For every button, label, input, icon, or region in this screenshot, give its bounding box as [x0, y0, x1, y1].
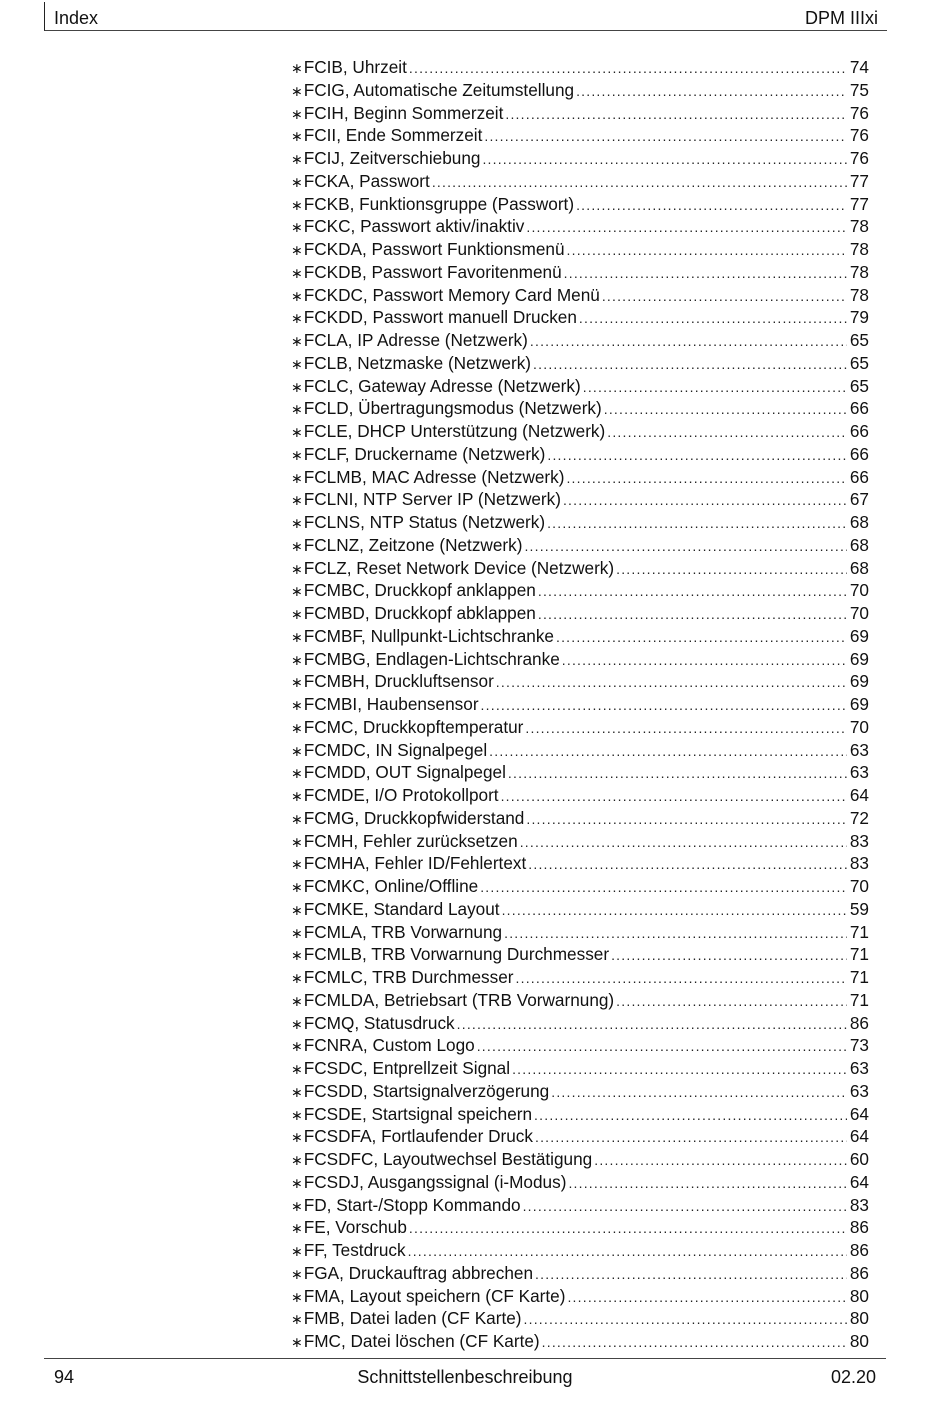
- dot-leader: [576, 194, 847, 217]
- entry-marker: ∗: [291, 446, 303, 463]
- dot-leader: [504, 922, 847, 945]
- entry-page-number: 76: [849, 102, 869, 123]
- index-entry: [291, 1103, 869, 1126]
- index-entry: [291, 1285, 869, 1308]
- entry-label: FCII, Ende Sommerzeit: [303, 125, 483, 146]
- index-entry: [291, 1080, 869, 1103]
- index-entry: [291, 1057, 869, 1080]
- entry-marker: ∗: [291, 1106, 303, 1123]
- entry-marker: ∗: [291, 628, 303, 645]
- index-entry: [291, 375, 869, 398]
- index-list: [291, 56, 869, 1353]
- entry-page-number: 74: [849, 57, 869, 77]
- dot-leader: [501, 785, 847, 808]
- entry-page-number: 65: [849, 352, 869, 373]
- entry-marker: ∗: [291, 401, 303, 418]
- dot-leader: [512, 1058, 847, 1081]
- index-entry: [291, 852, 869, 875]
- index-entry: [291, 193, 869, 216]
- dot-leader: [594, 1149, 847, 1172]
- entry-marker: ∗: [291, 833, 303, 850]
- dot-leader: [524, 1308, 847, 1331]
- entry-label: FGA, Druckauftrag abbrechen: [303, 1262, 534, 1283]
- entry-marker: ∗: [291, 970, 303, 986]
- index-entry: [291, 1171, 869, 1194]
- entry-label: FCSDE, Startsignal speichern: [303, 1103, 533, 1124]
- entry-page-number: 70: [849, 603, 869, 623]
- entry-marker: ∗: [291, 1152, 303, 1168]
- entry-page-number: 78: [849, 284, 869, 305]
- entry-page-number: 68: [849, 557, 869, 578]
- entry-marker: ∗: [291, 1129, 303, 1146]
- dot-leader: [526, 808, 847, 831]
- entry-page-number: 83: [849, 853, 869, 874]
- dot-leader: [607, 421, 847, 444]
- footer-date: 02.20: [830, 1367, 876, 1387]
- dot-leader: [583, 376, 847, 399]
- entry-label: FCKDA, Passwort Funktionsmenü: [303, 239, 565, 259]
- entry-marker: ∗: [291, 1265, 303, 1282]
- entry-marker: ∗: [291, 1083, 303, 1100]
- entry-label: FCSDJ, Ausgangssignal (i-Modus): [303, 1171, 567, 1192]
- index-entry: [291, 1012, 869, 1035]
- entry-label: FCMLA, TRB Vorwarnung: [303, 921, 503, 942]
- entry-page-number: 67: [849, 489, 869, 510]
- entry-label: FCLNI, NTP Server IP (Netzwerk): [303, 489, 561, 510]
- index-entry: [291, 670, 869, 693]
- entry-page-number: 78: [849, 216, 869, 237]
- entry-page-number: 78: [849, 261, 869, 282]
- entry-label: FCLD, Übertragungsmodus (Netzwerk): [303, 398, 602, 419]
- entry-page-number: 76: [849, 148, 869, 168]
- dot-leader: [477, 1035, 847, 1058]
- index-entry: [291, 875, 869, 898]
- entry-label: FCMDC, IN Signalpegel: [303, 739, 488, 760]
- index-entry: [291, 1194, 869, 1217]
- entry-page-number: 66: [849, 466, 869, 487]
- entry-label: FCLE, DHCP Unterstützung (Netzwerk): [303, 421, 606, 441]
- entry-label: FCIB, Uhrzeit: [303, 57, 407, 77]
- index-entry: [291, 648, 869, 671]
- entry-marker: ∗: [291, 333, 303, 349]
- entry-page-number: 86: [849, 1012, 869, 1033]
- entry-label: FCSDD, Startsignalverzögerung: [303, 1080, 550, 1101]
- entry-marker: ∗: [291, 901, 303, 918]
- entry-marker: ∗: [291, 697, 303, 713]
- entry-page-number: 69: [849, 694, 869, 714]
- entry-label: FCLZ, Reset Network Device (Netzwerk): [303, 557, 615, 578]
- entry-page-number: 71: [849, 944, 869, 965]
- entry-page-number: 59: [849, 898, 869, 919]
- entry-marker: ∗: [291, 242, 303, 258]
- entry-marker: ∗: [291, 196, 303, 213]
- entry-label: FCMBC, Druckkopf anklappen: [303, 580, 536, 601]
- entry-page-number: 86: [849, 1217, 869, 1238]
- entry-label: FCMDE, I/O Protokollport: [303, 785, 499, 805]
- entry-page-number: 72: [849, 807, 869, 828]
- entry-marker: ∗: [291, 810, 303, 827]
- entry-marker: ∗: [291, 537, 303, 554]
- entry-marker: ∗: [291, 924, 303, 941]
- entry-page-number: 80: [849, 1308, 869, 1329]
- entry-page-number: 77: [849, 170, 869, 191]
- dot-leader: [525, 717, 846, 740]
- entry-label: FCIG, Automatische Zeitumstellung: [303, 79, 575, 100]
- index-entry: [291, 1125, 869, 1148]
- entry-marker: ∗: [291, 469, 303, 486]
- dot-leader: [528, 853, 847, 876]
- entry-page-number: 60: [849, 1149, 869, 1169]
- entry-label: FF, Testdruck: [303, 1240, 406, 1260]
- entry-marker: ∗: [291, 173, 303, 190]
- index-entry: [291, 716, 869, 739]
- entry-label: FMB, Datei laden (CF Karte): [303, 1308, 522, 1329]
- dot-leader: [533, 353, 847, 376]
- entry-label: FCMBF, Nullpunkt-Lichtschranke: [303, 625, 554, 646]
- entry-label: FCMH, Fehler zurücksetzen: [303, 830, 518, 851]
- dot-leader: [568, 1172, 846, 1195]
- entry-page-number: 71: [849, 921, 869, 942]
- entry-label: FCKC, Passwort aktiv/inaktiv: [303, 216, 525, 237]
- entry-label: FD, Start-/Stopp Kommando: [303, 1194, 521, 1215]
- dot-leader: [564, 262, 847, 285]
- entry-page-number: 66: [849, 421, 869, 441]
- entry-label: FCMKC, Online/Offline: [303, 876, 479, 896]
- entry-page-number: 66: [849, 398, 869, 419]
- entry-marker: ∗: [291, 947, 303, 964]
- entry-label: FCKB, Funktionsgruppe (Passwort): [303, 193, 575, 214]
- entry-page-number: 66: [849, 443, 869, 464]
- dot-leader: [432, 171, 847, 194]
- entry-label: FCSDC, Entprellzeit Signal: [303, 1058, 511, 1078]
- dot-leader: [566, 467, 846, 490]
- entry-marker: ∗: [291, 742, 303, 759]
- entry-marker: ∗: [291, 378, 303, 395]
- dot-leader: [505, 103, 847, 126]
- index-entry: [291, 79, 869, 102]
- entry-label: FCKDD, Passwort manuell Drucken: [303, 307, 577, 328]
- index-entry: [291, 1034, 869, 1057]
- index-entry: [291, 1330, 869, 1353]
- entry-marker: ∗: [291, 492, 303, 509]
- dot-leader: [611, 944, 847, 967]
- entry-label: FCSDFC, Layoutwechsel Bestätigung: [303, 1149, 593, 1169]
- index-entry: [291, 943, 869, 966]
- entry-marker: ∗: [291, 674, 303, 691]
- index-entry: [291, 329, 869, 352]
- dot-leader: [567, 239, 847, 262]
- index-entry: [291, 557, 869, 580]
- index-entry: [291, 579, 869, 602]
- entry-page-number: 80: [849, 1331, 869, 1351]
- index-entry: [291, 1148, 869, 1171]
- dot-leader: [534, 1104, 847, 1127]
- entry-marker: ∗: [291, 1061, 303, 1077]
- entry-page-number: 65: [849, 330, 869, 350]
- entry-marker: ∗: [291, 1174, 303, 1191]
- index-entry: [291, 420, 869, 443]
- entry-label: FCKDC, Passwort Memory Card Menü: [303, 284, 600, 305]
- entry-marker: ∗: [291, 765, 303, 782]
- entry-label: FCNRA, Custom Logo: [303, 1035, 475, 1056]
- entry-marker: ∗: [291, 719, 303, 736]
- entry-page-number: 64: [849, 1126, 869, 1147]
- entry-page-number: 73: [849, 1035, 869, 1056]
- entry-marker: ∗: [291, 60, 303, 76]
- entry-page-number: 64: [849, 785, 869, 805]
- entry-label: FCLB, Netzmaske (Netzwerk): [303, 352, 532, 373]
- entry-label: FCMQ, Statusdruck: [303, 1012, 455, 1033]
- dot-leader: [535, 1126, 847, 1149]
- index-entry: [291, 989, 869, 1012]
- index-entry: [291, 625, 869, 648]
- dot-leader: [579, 307, 847, 330]
- entry-page-number: 71: [849, 967, 869, 987]
- dot-leader: [567, 1286, 846, 1309]
- entry-marker: ∗: [291, 355, 303, 372]
- entry-marker: ∗: [291, 82, 303, 99]
- dot-leader: [551, 1081, 847, 1104]
- dot-leader: [408, 1240, 847, 1263]
- dot-leader: [576, 80, 847, 103]
- dot-leader: [524, 535, 846, 558]
- entry-marker: ∗: [291, 128, 303, 145]
- entry-marker: ∗: [291, 287, 303, 304]
- entry-label: FCMBG, Endlagen-Lichtschranke: [303, 648, 560, 669]
- dot-leader: [616, 558, 847, 581]
- index-entry: [291, 739, 869, 762]
- header-product: DPM IIIxi: [804, 8, 878, 28]
- entry-marker: ∗: [291, 879, 303, 895]
- index-entry: [291, 534, 869, 557]
- entry-page-number: 71: [849, 989, 869, 1010]
- entry-label: FCKA, Passwort: [303, 170, 430, 191]
- entry-page-number: 86: [849, 1240, 869, 1260]
- entry-page-number: 68: [849, 512, 869, 532]
- header-section: Index: [54, 8, 99, 28]
- entry-marker: ∗: [291, 1288, 303, 1305]
- entry-label: FMA, Layout speichern (CF Karte): [303, 1285, 566, 1306]
- entry-label: FCLMB, MAC Adresse (Netzwerk): [303, 466, 565, 487]
- dot-leader: [563, 489, 847, 512]
- index-entry: [291, 443, 869, 466]
- entry-label: FCMDD, OUT Signalpegel: [303, 762, 506, 783]
- dot-leader: [538, 580, 847, 603]
- entry-marker: ∗: [291, 583, 303, 600]
- dot-leader: [526, 216, 847, 239]
- entry-marker: ∗: [291, 1197, 303, 1214]
- entry-label: FCKDB, Passwort Favoritenmenü: [303, 261, 562, 282]
- entry-marker: ∗: [291, 560, 303, 577]
- entry-page-number: 69: [849, 625, 869, 646]
- entry-label: FCMBI, Haubensensor: [303, 694, 479, 714]
- entry-label: FMC, Datei löschen (CF Karte): [303, 1331, 540, 1351]
- dot-leader: [480, 876, 847, 899]
- entry-label: FCMG, Druckkopfwiderstand: [303, 807, 525, 828]
- index-entry: [291, 966, 869, 989]
- entry-marker: ∗: [291, 105, 303, 122]
- index-entry: [291, 1262, 869, 1285]
- index-entry: [291, 261, 869, 284]
- entry-page-number: 68: [849, 534, 869, 555]
- index-entry: [291, 147, 869, 170]
- dot-leader: [520, 831, 847, 854]
- entry-page-number: 63: [849, 1080, 869, 1101]
- entry-label: FCMBH, Druckluftsensor: [303, 671, 494, 692]
- entry-label: FCIJ, Zeitverschiebung: [303, 148, 481, 168]
- entry-label: FCMHA, Fehler ID/Fehlertext: [303, 853, 527, 874]
- dot-leader: [409, 57, 847, 80]
- dot-leader: [482, 148, 846, 171]
- entry-page-number: 64: [849, 1103, 869, 1124]
- index-entry: [291, 238, 869, 261]
- entry-label: FCMBD, Druckkopf abklappen: [303, 603, 536, 623]
- entry-marker: ∗: [291, 651, 303, 668]
- entry-label: FCMLC, TRB Durchmesser: [303, 967, 514, 987]
- index-entry: [291, 693, 869, 716]
- index-entry: [291, 170, 869, 193]
- dot-leader: [496, 671, 847, 694]
- entry-marker: ∗: [291, 1038, 303, 1055]
- entry-label: FCMLB, TRB Vorwarnung Durchmesser: [303, 944, 610, 965]
- entry-page-number: 83: [849, 1194, 869, 1215]
- index-entry: [291, 466, 869, 489]
- index-entry: [291, 56, 869, 79]
- entry-marker: ∗: [291, 1243, 303, 1259]
- entry-marker: ∗: [291, 310, 303, 327]
- dot-leader: [516, 967, 847, 990]
- dot-leader: [547, 512, 847, 535]
- entry-page-number: 79: [849, 307, 869, 328]
- entry-page-number: 80: [849, 1285, 869, 1306]
- entry-marker: ∗: [291, 1334, 303, 1350]
- entry-page-number: 77: [849, 193, 869, 214]
- entry-label: FCSDFA, Fortlaufender Druck: [303, 1126, 533, 1147]
- footer-page-number: 94: [54, 1367, 75, 1387]
- entry-label: FCLC, Gateway Adresse (Netzwerk): [303, 375, 581, 396]
- index-entry: [291, 352, 869, 375]
- index-entry: [291, 1307, 869, 1330]
- index-entry: [291, 511, 869, 534]
- entry-page-number: 69: [849, 648, 869, 669]
- dot-leader: [484, 125, 847, 148]
- page-footer: [44, 1358, 886, 1395]
- entry-page-number: 78: [849, 239, 869, 259]
- index-entry: [291, 306, 869, 329]
- footer-title: Schnittstellenbeschreibung: [357, 1367, 573, 1387]
- dot-leader: [538, 603, 847, 626]
- index-entry: [291, 1216, 869, 1239]
- entry-page-number: 70: [849, 876, 869, 896]
- index-entry: [291, 397, 869, 420]
- dot-leader: [508, 762, 847, 785]
- index-entry: [291, 898, 869, 921]
- entry-marker: ∗: [291, 424, 303, 440]
- entry-page-number: 63: [849, 739, 869, 760]
- entry-marker: ∗: [291, 1220, 303, 1237]
- index-entry: [291, 602, 869, 625]
- index-entry: [291, 830, 869, 853]
- entry-label: FCIH, Beginn Sommerzeit: [303, 102, 504, 123]
- entry-page-number: 63: [849, 1058, 869, 1078]
- dot-leader: [562, 649, 847, 672]
- entry-page-number: 86: [849, 1262, 869, 1283]
- dot-leader: [523, 1195, 847, 1218]
- entry-marker: ∗: [291, 992, 303, 1009]
- dot-leader: [547, 444, 847, 467]
- index-entry: [291, 921, 869, 944]
- dot-leader: [542, 1331, 847, 1354]
- dot-leader: [602, 285, 847, 308]
- entry-label: FCMKE, Standard Layout: [303, 898, 500, 919]
- index-entry: [291, 124, 869, 147]
- entry-page-number: 70: [849, 716, 869, 737]
- entry-label: FCLNS, NTP Status (Netzwerk): [303, 512, 546, 532]
- entry-label: FCMLDA, Betriebsart (TRB Vorwarnung): [303, 989, 615, 1010]
- entry-page-number: 75: [849, 79, 869, 100]
- dot-leader: [409, 1217, 847, 1240]
- index-entry: [291, 761, 869, 784]
- entry-page-number: 65: [849, 375, 869, 396]
- entry-marker: ∗: [291, 219, 303, 236]
- entry-page-number: 76: [849, 125, 869, 146]
- dot-leader: [530, 330, 847, 353]
- dot-leader: [604, 398, 847, 421]
- entry-label: FCLF, Druckername (Netzwerk): [303, 443, 546, 464]
- entry-marker: ∗: [291, 151, 303, 167]
- entry-page-number: 70: [849, 580, 869, 601]
- entry-page-number: 69: [849, 671, 869, 692]
- entry-label: FE, Vorschub: [303, 1217, 407, 1238]
- entry-page-number: 63: [849, 762, 869, 783]
- dot-leader: [556, 626, 847, 649]
- dot-leader: [535, 1263, 847, 1286]
- index-entry: [291, 102, 869, 125]
- entry-marker: ∗: [291, 1311, 303, 1328]
- entry-page-number: 83: [849, 830, 869, 851]
- entry-marker: ∗: [291, 515, 303, 531]
- entry-label: FCLA, IP Adresse (Netzwerk): [303, 330, 528, 350]
- entry-marker: ∗: [291, 788, 303, 804]
- dot-leader: [502, 899, 847, 922]
- entry-marker: ∗: [291, 1015, 303, 1032]
- page-header: [44, 2, 887, 31]
- index-entry: [291, 284, 869, 307]
- index-entry: [291, 488, 869, 511]
- dot-leader: [457, 1013, 847, 1036]
- entry-label: FCLNZ, Zeitzone (Netzwerk): [303, 534, 523, 555]
- index-entry: [291, 215, 869, 238]
- index-entry: [291, 784, 869, 807]
- index-entry: [291, 1239, 869, 1262]
- entry-marker: ∗: [291, 606, 303, 622]
- dot-leader: [616, 990, 847, 1013]
- entry-page-number: 64: [849, 1171, 869, 1192]
- dot-leader: [481, 694, 847, 717]
- entry-marker: ∗: [291, 856, 303, 873]
- index-entry: [291, 807, 869, 830]
- entry-marker: ∗: [291, 264, 303, 281]
- dot-leader: [489, 740, 847, 763]
- entry-label: FCMC, Druckkopftemperatur: [303, 716, 524, 737]
